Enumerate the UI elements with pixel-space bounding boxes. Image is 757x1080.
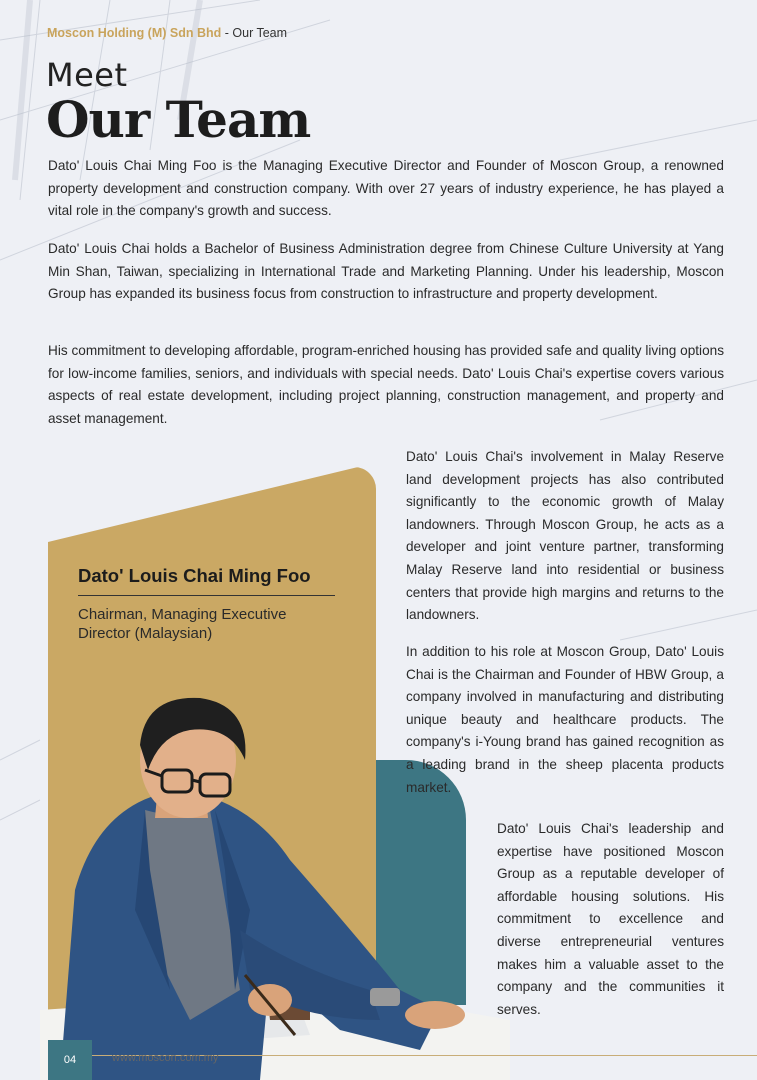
paragraph-commitment: His commitment to developing affordable, program-enriched housing has provided safe and quality living options for low-income families, seniors, and individuals with special needs. Dato' Louis Chai's expertise covers various aspects of real estate development, including project planning, construction management, and property and asset management. [48,343,724,426]
page-title: Our Team [46,90,311,149]
profile-role: Chairman, Managing Executive Director (Malaysian) [78,606,287,642]
section-name: - Our Team [221,26,288,40]
profile-name: Dato' Louis Chai Ming Foo [78,565,311,586]
profile-divider [78,595,335,596]
paragraph-education: Dato' Louis Chai holds a Bachelor of Business Administration degree from Chinese Culture University at Yang Min Shan, Taiwan, specializing in International Trade and Marketing Planning. Under his leadership, Moscon Group has expanded its business focus from construction to infrastructure and property development. [48,241,724,301]
breadcrumb [47,26,287,40]
page-number: 04 [48,1040,92,1080]
paragraph-hbw-group: In addition to his role at Moscon Group, Dato' Louis Chai is the Chairman and Founder of HBW Group, a company involved in manufacturing and distributing unique beauty and healthcare products. The company's i-Young brand has gained recognition as a leading brand in the sheep placenta products market. [406,644,724,795]
company-name: Moscon Holding (M) Sdn Bhd [47,26,222,40]
paragraph-leadership: Dato' Louis Chai's leadership and expertise have positioned Moscon Group as a reputable developer of affordable housing solutions. His commitment to excellence and diverse entrepreneurial ventures makes him a valuable asset to the company and the communities it serves. [497,821,724,1017]
paragraph-malay-reserve: Dato' Louis Chai's involvement in Malay Reserve land development projects has also contributed significantly to the economic growth of Malay landowners. Through Moscon Group, he acts as a developer and joint venture partner, transforming Malay Reserve land into residential or business centers that provide high margins and returns to the landowners. [406,449,724,623]
paragraph-intro: Dato' Louis Chai Ming Foo is the Managing Executive Director and Founder of Moscon Group, a renowned property development and construction company. With over 27 years of industry experience, he has played a vital role in the company's growth and success. [48,158,724,218]
title-meet: Meet [46,56,128,94]
website-link[interactable]: www.moscon.com.my [112,1052,219,1064]
